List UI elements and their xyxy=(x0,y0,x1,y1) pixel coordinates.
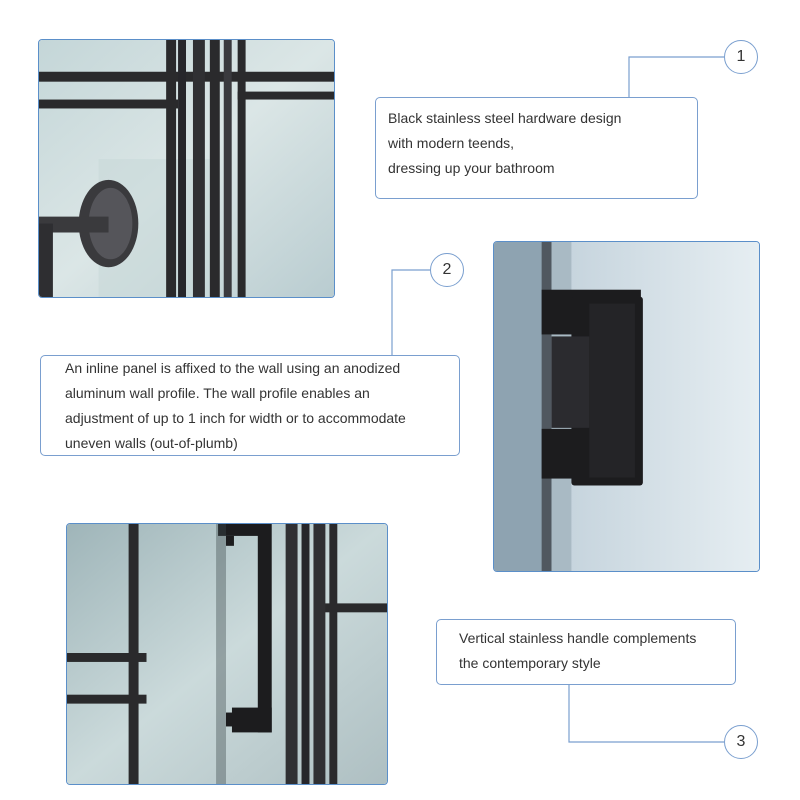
callout-1-box xyxy=(375,97,698,199)
callout-3-line-1: Vertical stainless handle complements xyxy=(459,630,697,646)
photo-door-knob xyxy=(38,39,335,298)
callout-3-line-2: the contemporary style xyxy=(459,655,601,671)
photo-handle xyxy=(66,523,388,785)
callout-1-line-3: dressing up your bathroom xyxy=(388,160,555,176)
callout-2-line-4: uneven walls (out-of-plumb) xyxy=(65,435,238,451)
callout-1-line-1: Black stainless steel hardware design xyxy=(388,110,622,126)
connector-1 xyxy=(629,57,724,98)
callout-2-line-2: aluminum wall profile. The wall profile enables an xyxy=(65,385,370,401)
photo-hinge xyxy=(493,241,760,572)
connector-3 xyxy=(569,684,724,742)
callout-2-number: 2 xyxy=(430,253,464,287)
callout-1-number: 1 xyxy=(724,40,758,74)
callout-2-line-1: An inline panel is affixed to the wall using an anodized xyxy=(65,360,401,376)
callout-2-box xyxy=(40,355,460,456)
callout-3-box xyxy=(436,619,736,685)
callout-2-line-3: adjustment of up to 1 inch for width or to accommodate xyxy=(65,410,406,426)
callout-1-line-2: with modern teends, xyxy=(388,135,515,151)
callout-3-number: 3 xyxy=(724,725,758,759)
connector-2 xyxy=(392,270,430,355)
